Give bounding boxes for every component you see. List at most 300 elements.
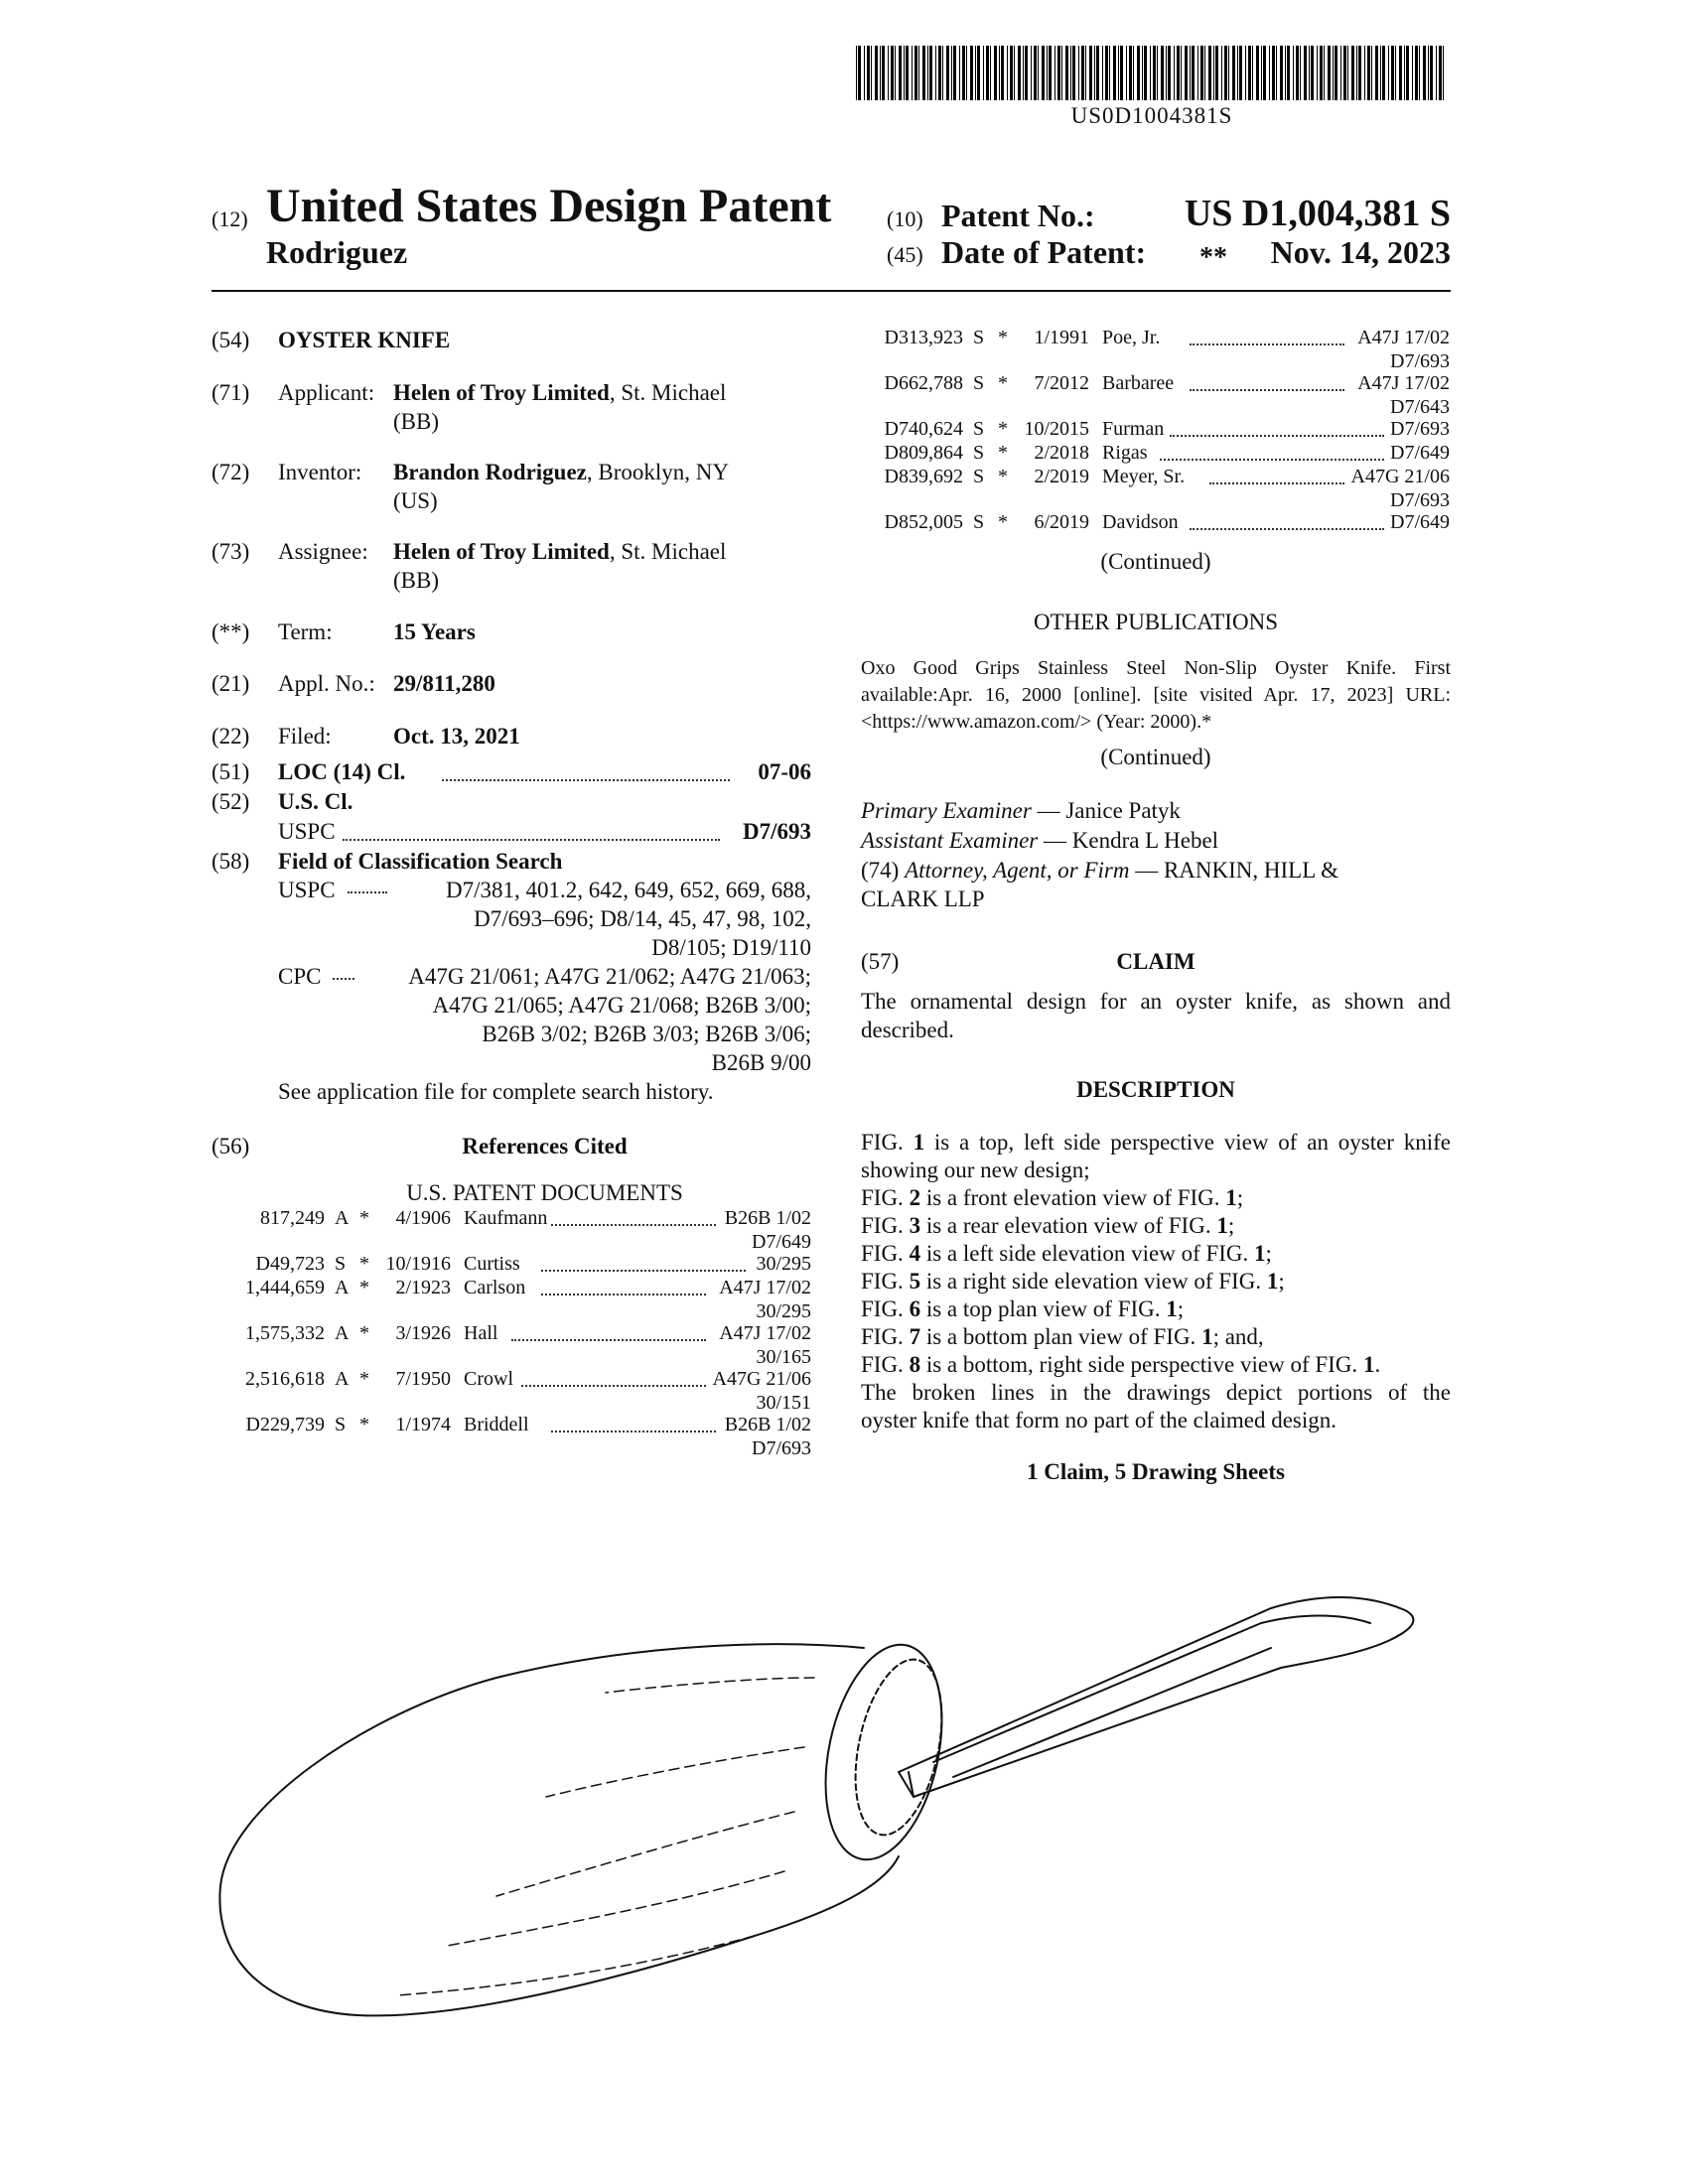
field-cpc-leader [333,978,354,980]
description-line: showing our new design; [861,1158,1090,1182]
barcode-bar [1129,46,1132,100]
field-search-label: Field of Classification Search [278,849,563,874]
reference-row [245,1321,811,1369]
reference-date: 2/2019 [1034,466,1089,487]
claim-title: CLAIM [1116,949,1196,974]
description-line: FIG. 8 is a bottom, right side perspective view of FIG. 1. [861,1352,1381,1377]
loc-label: LOC (14) Cl. [278,759,406,784]
barcode-bar [1252,46,1253,100]
barcode-bar [1047,46,1048,100]
reference-star: * [359,1414,369,1435]
reference-class-secondary: D7/649 [752,1231,811,1253]
description-line: FIG. 4 is a left side elevation view of FIG. 1; [861,1241,1272,1266]
loc-value: 07-06 [758,759,811,784]
reference-class: A47J 17/02 [1357,372,1450,394]
reference-name: Carlson [464,1277,526,1298]
barcode-bar [904,46,905,100]
reference-class-secondary: D7/693 [1390,350,1450,372]
barcode-bar [1081,46,1084,100]
reference-date: 2/1923 [395,1277,451,1298]
barcode-bar [983,46,984,100]
reference-class-secondary: D7/693 [1390,489,1450,511]
barcode-bar [1317,46,1318,100]
barcode [854,46,1450,100]
barcode-bar [1204,46,1205,100]
reference-leader [1160,459,1384,461]
reference-date: 1/1974 [395,1414,451,1435]
barcode-bar [1333,46,1334,100]
reference-kind: S [973,466,985,487]
barcode-bar [1018,46,1021,100]
field-cpc-line-1: A47G 21/061; A47G 21/062; A47G 21/063; [408,964,811,989]
references-cited-title: References Cited [462,1134,628,1159]
barcode-bar [871,46,872,100]
barcode-bar [906,46,909,100]
barcode-bar [1197,46,1198,100]
barcode-bar [1347,46,1348,100]
other-publications-title: OTHER PUBLICATIONS [1034,610,1278,634]
barcode-bar [975,46,976,100]
claims-sheets-summary: 1 Claim, 5 Drawing Sheets [1026,1459,1286,1484]
barcode-bar [1192,46,1195,100]
barcode-bar [914,46,917,100]
barcode-bar [1293,46,1294,100]
barcode-bar [1276,46,1277,100]
field-uspc-line-2: D7/693–696; D8/14, 45, 47, 98, 102, [474,906,811,931]
barcode-bar [1057,46,1060,100]
barcode-bar [935,46,936,100]
reference-class-secondary: 30/165 [756,1346,811,1368]
barcode-bar [1287,46,1290,100]
description-title: DESCRIPTION [1076,1077,1235,1102]
reference-number: 817,249 [260,1207,325,1229]
reference-star: * [359,1368,369,1390]
barcode-bar [1094,46,1095,100]
barcode-bar [882,46,885,100]
reference-leader [1190,343,1344,345]
barcode-bar [1388,46,1389,100]
barcode-bar [1399,46,1402,100]
barcode-bar [1356,46,1357,100]
description-line: FIG. 7 is a bottom plan view of FIG. 1; and, [861,1324,1264,1349]
uspc-value: D7/693 [743,819,811,844]
inventor-surname: Rodriguez [266,234,408,270]
reference-class: A47J 17/02 [1357,327,1450,348]
code-71: (71) [211,380,250,405]
code-21: (21) [211,671,250,696]
reference-class-secondary: 30/295 [756,1300,811,1322]
barcode-bar [1419,46,1420,100]
reference-kind: A [335,1322,350,1344]
claim-line-1: The ornamental design for an oyster knife, as shown and [861,989,1451,1014]
claim-text [861,987,1451,1044]
barcode-bar [970,46,973,100]
description-text [861,1129,1451,1434]
reference-number: D313,923 [884,327,963,348]
barcode-bar [1443,46,1444,100]
reference-row [245,1413,811,1460]
barcode-bar [1309,46,1310,100]
code-58: (58) [211,849,250,874]
barcode-bar [880,46,881,100]
barcode-bar [864,46,865,100]
inventor-value: Brandon Rodriguez, Brooklyn, NY [393,460,730,484]
barcode-bar [1150,46,1151,100]
barcode-bar [867,46,870,100]
reference-number: D49,723 [255,1253,325,1275]
barcode-bar [1263,46,1266,100]
barcode-bar [938,46,941,100]
reference-class: D7/649 [1390,511,1450,533]
field-uspc-line-1: D7/381, 401.2, 642, 649, 652, 669, 688, [446,878,811,902]
barcode-bar [1014,46,1015,100]
reference-leader [511,1339,706,1341]
reference-name: Kaufmann [464,1207,548,1229]
reference-date: 1/1991 [1034,327,1089,348]
reference-leader [521,1385,706,1387]
reference-star: * [359,1207,369,1229]
reference-date: 3/1926 [395,1322,451,1344]
description-line: FIG. 2 is a front elevation view of FIG. 1; [861,1185,1244,1210]
barcode-bar [1208,46,1211,100]
description-line: FIG. 6 is a top plan view of FIG. 1; [861,1297,1185,1321]
code-57: (57) [861,949,900,974]
reference-row [884,441,1450,465]
barcode-bar [1296,46,1299,100]
reference-class-secondary: 30/151 [756,1392,811,1414]
barcode-bar [1343,46,1346,100]
reference-number: 1,575,332 [245,1322,325,1344]
reference-row [884,417,1450,441]
barcode-bar [1061,46,1062,100]
date-of-patent-label: Date of Patent: [941,234,1147,270]
reference-star: * [998,372,1008,394]
barcode-bar [1245,46,1246,100]
reference-row [884,326,1450,373]
reference-date: 7/1950 [395,1368,451,1390]
barcode-bar [856,46,857,100]
barcode-bar [1161,46,1164,100]
barcode-bar [1367,46,1370,100]
barcode-bar [1320,46,1323,100]
barcode-bar [1089,46,1092,100]
barcode-bar [1200,46,1203,100]
appl-no-label: Appl. No.: [278,671,375,696]
reference-star: * [359,1322,369,1344]
assistant-examiner: Assistant Examiner — Kendra L Hebel [861,828,1219,853]
reference-star: * [998,442,1008,464]
reference-row [884,371,1450,419]
reference-name: Meyer, Sr. [1102,466,1186,487]
reference-star: * [998,327,1008,348]
barcode-bar [1340,46,1341,100]
code-56: (56) [211,1134,250,1159]
reference-row [884,465,1450,512]
barcode-bar [994,46,997,100]
barcode-bar [1133,46,1134,100]
reference-kind: S [973,327,985,348]
barcode-bar [1430,46,1433,100]
barcode-bar [1085,46,1086,100]
reference-star: * [998,511,1008,533]
barcode-bar [1113,46,1116,100]
barcode-bar [1237,46,1238,100]
applicant-value: Helen of Troy Limited, St. Michael [393,380,727,405]
barcode-bar [1120,46,1123,100]
reference-name: Davidson [1102,511,1179,533]
continued-references: (Continued) [1100,549,1211,574]
assignee-country: (BB) [393,568,439,593]
loc-leader [442,779,730,781]
barcode-bar [1269,46,1270,100]
description-line: The broken lines in the drawings depict portions of the [861,1380,1451,1405]
reference-class-secondary: D7/693 [752,1437,811,1459]
barcode-bar [1215,46,1218,100]
barcode-bar [1415,46,1418,100]
reference-name: Furman [1102,418,1165,440]
description-line: oyster knife that form no part of the claimed design. [861,1408,1337,1433]
barcode-bar [1423,46,1426,100]
barcode-bar [986,46,989,100]
reference-class: B26B 1/02 [724,1414,811,1435]
barcode-bar [1224,46,1227,100]
barcode-bar [1137,46,1140,100]
other-pub-line-3: <https://www.amazon.com/> (Year: 2000).* [861,711,1212,733]
reference-date: 4/1906 [395,1207,451,1229]
barcode-bar [1428,46,1429,100]
barcode-bar [1174,46,1175,100]
patent-no-label: Patent No.: [941,198,1095,233]
reference-kind: S [973,372,985,394]
reference-leader [541,1294,706,1296]
barcode-bar [999,46,1000,100]
barcode-bar [1190,46,1191,100]
barcode-bar [1391,46,1394,100]
barcode-bar [1049,46,1052,100]
code-72: (72) [211,460,250,484]
description-line: FIG. 5 is a right side elevation view of FIG. 1; [861,1269,1285,1294]
barcode-bar [929,46,932,100]
other-publications-text [861,655,1451,736]
code-54: (54) [211,328,250,352]
reference-number: D852,005 [884,511,963,533]
reference-row [245,1367,811,1415]
reference-leader [1190,528,1384,530]
barcode-bar [1412,46,1413,100]
code-73: (73) [211,539,250,564]
barcode-bar [1221,46,1222,100]
reference-leader [1209,482,1344,484]
reference-kind: A [335,1277,350,1298]
barcode-bar [922,46,925,100]
applicant-country: (BB) [393,409,439,434]
reference-leader [1170,435,1384,437]
barcode-bar [1126,46,1127,100]
barcode-bar [1070,46,1071,100]
barcode-bar [1023,46,1024,100]
barcode-bar [891,46,894,100]
barcode-bar [1328,46,1331,100]
barcode-bar [1031,46,1032,100]
reference-date: 10/1916 [385,1253,451,1275]
code-term: (**) [211,619,250,644]
reference-name: Crowl [464,1368,513,1390]
barcode-bar [1177,46,1180,100]
reference-number: D740,624 [884,418,963,440]
field-uspc-label: USPC [278,878,336,902]
reference-leader [1190,389,1344,391]
term-value: 15 Years [393,619,476,644]
us-cl-label: U.S. Cl. [278,789,353,814]
filed-value: Oct. 13, 2021 [393,724,520,749]
reference-star: * [359,1253,369,1275]
reference-leader [551,1224,716,1226]
inventor-country: (US) [393,488,438,513]
barcode-bar [1311,46,1314,100]
reference-class: A47G 21/06 [712,1368,811,1390]
barcode-bar [1404,46,1405,100]
document-title: United States Design Patent [266,180,832,232]
other-pub-line-2: available:Apr. 16, 2000 [online]. [site visited Apr. 17, 2023] URL: [861,684,1451,706]
applicant-label: Applicant: [278,380,375,405]
barcode-bar [1038,46,1039,100]
barcode-bar [912,46,913,100]
barcode-bar [1007,46,1008,100]
field-cpc-line-4: B26B 9/00 [711,1050,811,1075]
reference-leader [551,1431,716,1433]
reference-row [255,1252,811,1276]
reference-name: Rigas [1102,442,1148,464]
barcode-bar [1042,46,1045,100]
reference-row [255,1206,811,1254]
reference-number: D662,788 [884,372,963,394]
reference-number: 2,516,618 [245,1368,325,1390]
claim-line-2: described. [861,1018,954,1042]
reference-class: B26B 1/02 [724,1207,811,1229]
reference-class: A47J 17/02 [719,1277,811,1298]
barcode-bar [959,46,960,100]
reference-kind: S [973,442,985,464]
barcode-bar [1001,46,1004,100]
reference-kind: A [335,1207,350,1229]
reference-kind: S [335,1414,347,1435]
reference-class: A47J 17/02 [719,1322,811,1344]
barcode-bar [1436,46,1437,100]
barcode-bar [1324,46,1325,100]
field-cpc-line-3: B26B 3/02; B26B 3/03; B26B 3/06; [482,1022,811,1046]
continued-publications: (Continued) [1100,745,1211,769]
field-uspc-line-3: D8/105; D19/110 [651,935,811,960]
field-cpc-label: CPC [278,964,322,989]
barcode-bar [1382,46,1385,100]
reference-class: D7/693 [1390,418,1450,440]
barcode-bar [1118,46,1119,100]
reference-leader [541,1270,746,1272]
barcode-bar [953,46,956,100]
barcode-bar [942,46,943,100]
barcode-bar [1109,46,1110,100]
barcode-bar [1351,46,1354,100]
barcode-bar [1261,46,1262,100]
reference-date: 2/2018 [1034,442,1089,464]
barcode-bar [1157,46,1158,100]
uspc-label: USPC [278,819,336,844]
code-51: (51) [211,759,250,784]
assignee-label: Assignee: [278,539,368,564]
barcode-bar [1034,46,1037,100]
barcode-bar [1285,46,1286,100]
barcode-bar [1358,46,1361,100]
barcode-bar [1439,46,1442,100]
reference-kind: S [973,511,985,533]
reference-class: D7/649 [1390,442,1450,464]
header-rule [211,290,1451,292]
reference-star: * [998,418,1008,440]
us-patent-documents-title: U.S. PATENT DOCUMENTS [406,1180,683,1205]
barcode-bar [1142,46,1143,100]
barcode-bar [1272,46,1275,100]
reference-number: 1,444,659 [245,1277,325,1298]
barcode-bar [1153,46,1156,100]
barcode-bar [1335,46,1337,100]
reference-class: 30/295 [756,1253,811,1275]
filed-label: Filed: [278,724,332,749]
reference-number: D809,864 [884,442,963,464]
oyster-knife-drawing [199,1569,1489,2085]
appl-no-value: 29/811,280 [393,671,495,696]
barcode-bar [927,46,928,100]
barcode-bar [1228,46,1229,100]
barcode-bar [1105,46,1108,100]
knife-handle [219,1644,899,2015]
barcode-bar [1304,46,1307,100]
reference-number: D839,692 [884,466,963,487]
barcode-bar [1185,46,1188,100]
barcode-bar [977,46,980,100]
barcode-bar [1168,46,1171,100]
date-mark: ** [1199,242,1227,273]
barcode-bar [1181,46,1182,100]
reference-date: 6/2019 [1034,511,1089,533]
search-history-note: See application file for complete search history. [278,1079,714,1104]
term-label: Term: [278,619,333,644]
patent-number: US D1,004,381 S [1184,193,1451,234]
reference-row [245,1276,811,1323]
barcode-bar [1239,46,1242,100]
barcode-bar [1300,46,1301,100]
barcode-bar [1072,46,1075,100]
reference-star: * [998,466,1008,487]
barcode-bar [1280,46,1283,100]
barcode-bar [1078,46,1079,100]
reference-date: 7/2012 [1034,372,1089,394]
barcode-bar [888,46,889,100]
reference-class-secondary: D7/643 [1390,396,1450,418]
barcode-bar [1395,46,1396,100]
other-pub-line-1: Oxo Good Grips Stainless Steel Non-Slip Oyster Knife. First [861,657,1451,679]
barcode-bar [951,46,952,100]
field-cpc-line-2: A47G 21/065; A47G 21/068; B26B 3/00; [432,993,811,1018]
reference-name: Briddell [464,1414,529,1435]
attorney: (74) Attorney, Agent, or Firm — RANKIN, HILL & [861,858,1339,883]
code-52: (52) [211,789,250,814]
barcode-bar [875,46,878,100]
barcode-bar [1096,46,1099,100]
barcode-bar [962,46,965,100]
description-line: FIG. 1 is a top, left side perspective view of an oyster knife [861,1130,1451,1155]
attorney-line-2: CLARK LLP [861,887,985,911]
barcode-bar [858,46,861,100]
